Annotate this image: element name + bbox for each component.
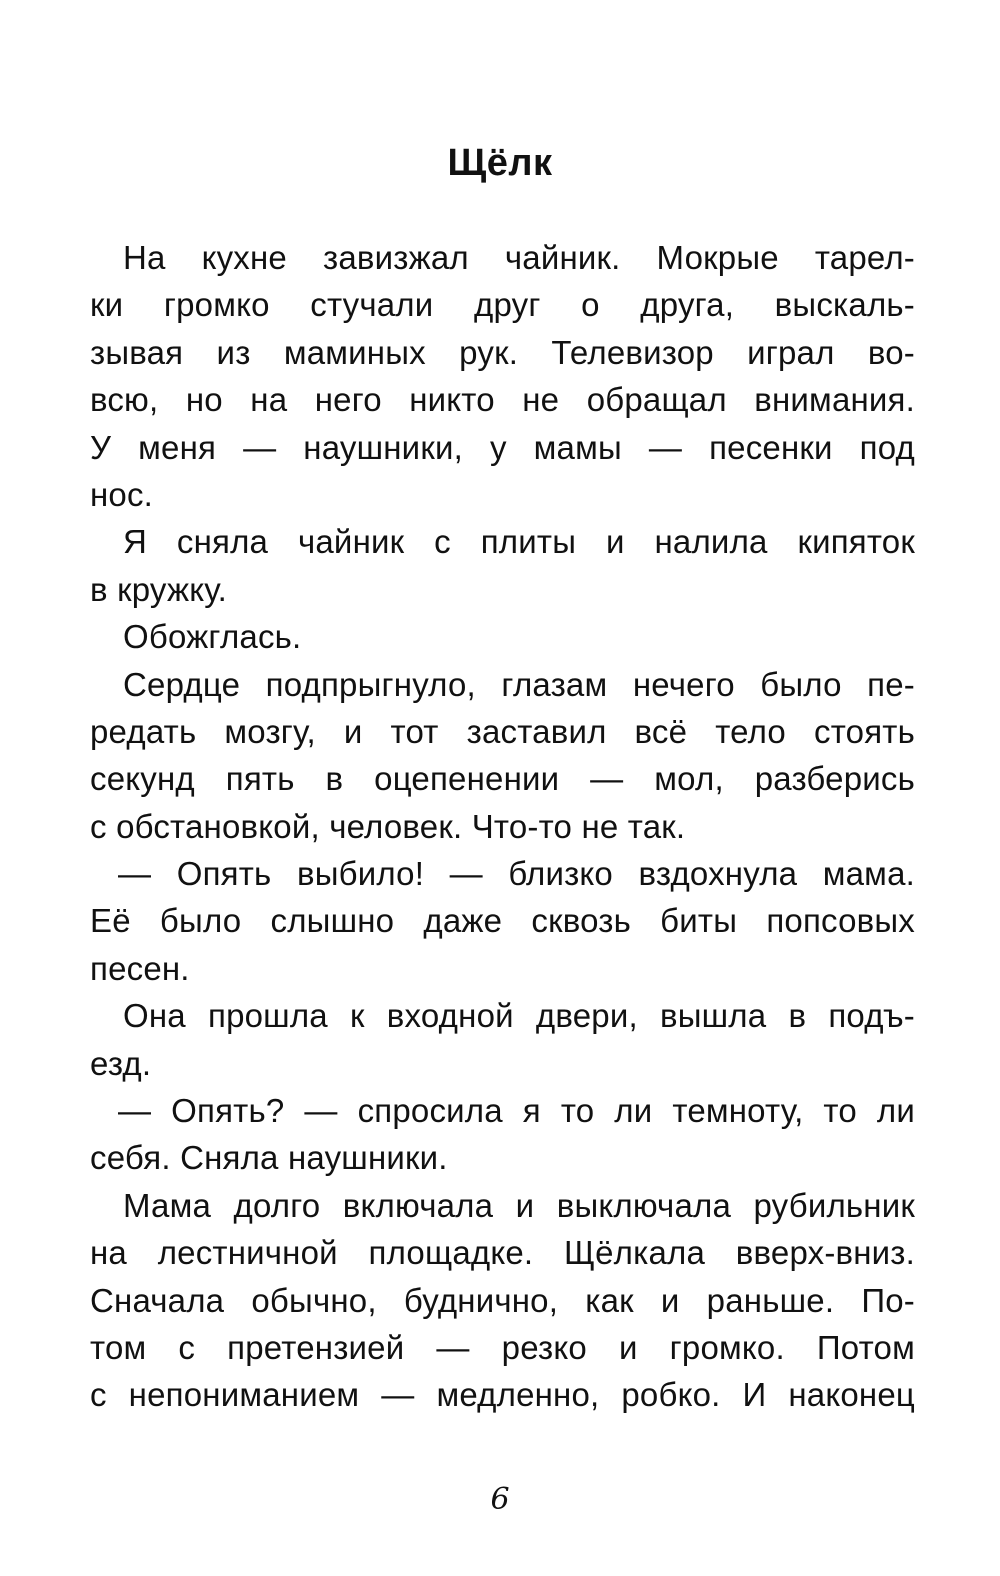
text-line: — Опять? — спросила я то ли темноту, то ли (118, 1092, 915, 1130)
text-line: том с претензией — резко и громко. Потом (90, 1328, 915, 1366)
text-line: в кружку. (90, 570, 228, 608)
text-line: Я сняла чайник с плиты и налила кипяток (123, 523, 915, 561)
text-line: — Опять выбило! — близко вздохнула мама. (118, 855, 915, 893)
body-text (90, 234, 915, 1419)
text-line: секунд пять в оцепенении — мол, разберись (90, 760, 915, 798)
page-number: 6 (490, 1482, 510, 1517)
text-line: на лестничной площадке. Щёлкала вверх-вниз. (90, 1234, 915, 1272)
text-line: себя. Сняла наушники. (90, 1139, 448, 1177)
text-line: У меня — наушники, у мамы — песенки под (90, 428, 915, 466)
text-line: нос. (90, 475, 154, 513)
text-line: с непониманием — медленно, робко. И наконец (90, 1376, 915, 1414)
text-line: езд. (90, 1044, 152, 1082)
text-line: ки громко стучали друг о друга, выскаль- (90, 286, 915, 324)
text-line: Она прошла к входной двери, вышла в подъ- (123, 997, 915, 1035)
text-line: Обожглась. (123, 618, 302, 656)
text-line: всю, но на него никто не обращал внимания. (90, 381, 915, 419)
text-line: Сердце подпрыгнуло, глазам нечего было пе- (123, 665, 915, 703)
text-line: с обстановкой, человек. Что-то не так. (90, 807, 686, 845)
text-line: Мама долго включала и выключала рубильник (123, 1186, 915, 1224)
text-line: песен. (90, 949, 190, 987)
text-line: Её было слышно даже сквозь биты попсовых (90, 902, 915, 940)
text-line: редать мозгу, и тот заставил всё тело стоять (90, 712, 915, 750)
text-line: зывая из маминых рук. Телевизор играл во- (90, 333, 915, 371)
text-line: На кухне завизжал чайник. Мокрые тарел- (123, 239, 915, 276)
chapter-title: Щёлк (447, 142, 553, 184)
text-line: Сначала обычно, буднично, как и раньше. По- (90, 1281, 915, 1319)
